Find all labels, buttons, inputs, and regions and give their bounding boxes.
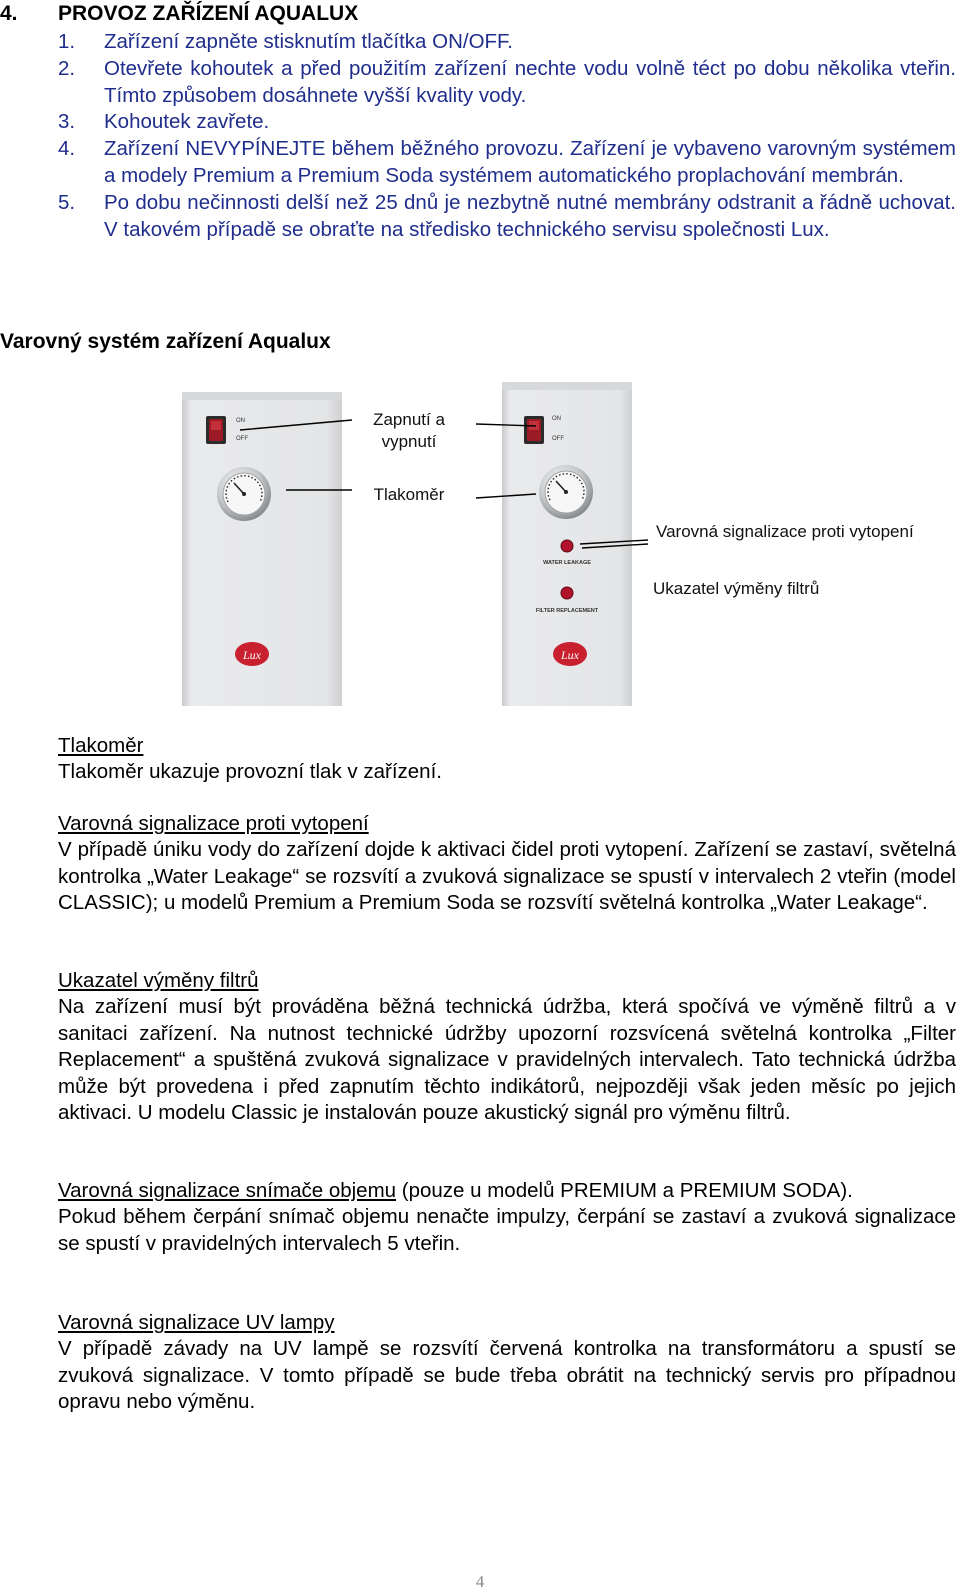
device-top-edge — [182, 392, 342, 400]
volume-heading-suffix: (pouze u modelů PREMIUM a PREMIUM SODA). — [396, 1179, 853, 1202]
water-leakage-label: WATER LEAKAGE — [543, 560, 591, 566]
on-label: ON — [236, 418, 245, 424]
uv-body: V případě závady na UV lampě se rozsvítí červená kontrolka na transformátoru a spustí se zvuková signalizace. V tomto případě se bude třeba obrátit na technický servis pro případnou opravu nebo výměnu. — [58, 1337, 956, 1414]
uv-heading: Varovná signalizace UV lampy — [58, 1311, 335, 1334]
device-premium — [502, 382, 632, 706]
step-text: Kohoutek zavřete. — [104, 110, 270, 134]
lux-logo-icon — [235, 642, 269, 666]
callout-gauge: Tlakoměr — [373, 485, 445, 504]
filter-replacement-label: FILTER REPLACEMENT — [535, 608, 599, 614]
filter-heading: Ukazatel výměny filtrů — [58, 969, 259, 992]
device-top-edge — [502, 382, 632, 390]
callout-onoff-line2: vypnutí — [381, 432, 437, 451]
step-number: 2. — [58, 56, 76, 80]
water-leakage-indicator — [561, 540, 573, 552]
pressure-gauge-icon — [217, 467, 271, 521]
device-figure — [182, 382, 952, 706]
step-number: 3. — [58, 110, 76, 134]
step-item — [58, 190, 956, 244]
step-number: 1. — [58, 30, 76, 53]
step-text: Otevřete kohoutek a před použitím zařízení nechte vodu volně téct po dobu několika vteřin. Tímto způsobem dosáhnete vyšší kvality vody. — [104, 56, 956, 107]
section-number: 4. — [0, 2, 18, 25]
callout-leak: Varovná signalizace proti vytopení — [656, 522, 914, 541]
filter-replacement-indicator — [561, 587, 573, 599]
filter-body: Na zařízení musí být prováděna běžná technická údržba, která spočívá ve výměně filtrů a v sanitaci zařízení. Na nutnost technické údržby upozorní rozsvícená světelná kontrolka „Filter Replacement“ a spuštěná zvuková signalizace v pravidelných intervalech. Tato technická údržba může být provedena i před zapnutím těchto indikátorů, nejpozději však jeden měsíc po jejich aktivaci. U modelu Classic je instalován pouze akustický signál pro výměnu filtrů. — [58, 995, 956, 1125]
volume-body: Pokud během čerpání snímač objemu nenačte impulzy, čerpání se zastaví a zvuková signalizace se spustí v pravidelných intervalech 5 vteřin. — [58, 1205, 956, 1255]
callout-filter: Ukazatel výměny filtrů — [653, 579, 820, 598]
step-item — [58, 109, 956, 136]
lux-logo-text: Lux — [561, 648, 579, 662]
step-number: 5. — [58, 190, 76, 214]
filter-section — [58, 968, 956, 1126]
lux-logo-text: Lux — [243, 648, 261, 662]
device-classic — [182, 392, 342, 706]
gauge-body: Tlakoměr ukazuje provozní tlak v zařízení. — [58, 760, 442, 784]
section-heading — [0, 2, 358, 26]
step-item — [58, 29, 956, 56]
step-number: 4. — [58, 137, 76, 161]
callout-onoff-line1: Zapnutí a — [373, 410, 445, 429]
off-label: OFF — [552, 436, 564, 442]
page-number: 4 — [475, 1572, 485, 1591]
volume-section — [58, 1178, 956, 1257]
step-item — [58, 56, 956, 110]
volume-heading: Varovná signalizace snímače objemu — [58, 1179, 397, 1202]
on-label: ON — [552, 416, 561, 422]
gauge-section — [58, 733, 956, 786]
off-label: OFF — [236, 436, 248, 442]
step-item — [58, 136, 956, 190]
pressure-gauge-icon — [539, 465, 593, 519]
warning-system-heading: Varovný systém zařízení Aqualux — [0, 330, 331, 353]
section-title: PROVOZ ZAŘÍZENÍ AQUALUX — [58, 2, 359, 25]
uv-section — [58, 1310, 956, 1416]
operation-steps-list — [58, 29, 956, 243]
step-text: Zařízení zapněte stisknutím tlačítka ON/OFF. — [104, 30, 513, 53]
flood-section — [58, 811, 956, 917]
flood-body: V případě úniku vody do zařízení dojde k aktivaci čidel proti vytopení. Zařízení se zastaví, světelná kontrolka „Water Leakage“ se rozsvítí a zvuková signalizace se spustí v intervalech 2 vteřin (model CLASSIC); u modelů Premium a Premium Soda se rozsvítí světelná kontrolka „Water Leakage“. — [58, 838, 956, 915]
flood-heading: Varovná signalizace proti vytopení — [58, 812, 369, 835]
step-text: Zařízení NEVYPÍNEJTE během běžného provozu. Zařízení je vybaveno varovným systémem a modely Premium a Premium Soda systémem automatického proplachování membrán. — [104, 137, 956, 187]
step-text: Po dobu nečinnosti delší než 25 dnů je nezbytně nutné membrány odstranit a řádně uchovat. V takovém případě se obraťte na středisko technického servisu společnosti Lux. — [104, 190, 956, 241]
power-switch — [524, 416, 544, 444]
lux-logo-icon — [553, 642, 587, 666]
power-switch — [206, 416, 226, 444]
gauge-heading: Tlakoměr — [58, 734, 144, 757]
